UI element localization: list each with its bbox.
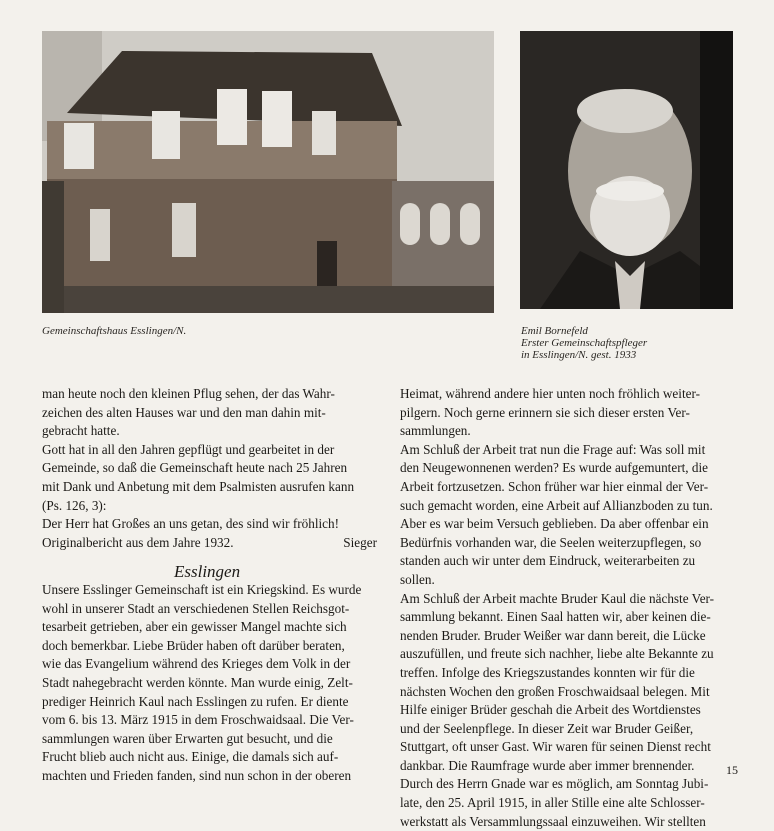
paragraph [42, 385, 377, 441]
text-line: wohl in unserer Stadt an verschiedenen Stellen Reichsgot- [42, 600, 350, 616]
text-line: pilgern. Noch gerne erinnern sie sich dieser ersten Ver- [400, 404, 690, 420]
source-signature-line [42, 534, 377, 553]
text-line: den Neugewonnenen werden? Es wurde aufgemuntert, die [400, 460, 708, 476]
text-line: auszufüllen, und freute sich nachher, liebe alte Bekannte zu [400, 646, 714, 662]
text-line: late, den 25. April 1915, in aller Stille eine alte Schlosser- [400, 795, 705, 811]
paragraph [42, 441, 377, 515]
text-line: standen auch wir unter dem Eindruck, weiterarbeiten zu [400, 553, 696, 569]
text-line: doch bemerkbar. Liebe Brüder haben oft darüber beraten, [42, 637, 345, 653]
right-column [400, 385, 739, 831]
house-photo-caption: Gemeinschaftshaus Esslingen/N. [42, 325, 187, 337]
text-line: Der Herr hat Großes an uns getan, des sind wir fröhlich! [42, 516, 339, 532]
text-line: (Ps. 126, 3): [42, 497, 107, 513]
text-line: gebracht hatte. [42, 423, 120, 439]
paragraph [400, 441, 739, 590]
text-line: machten und Frieden fanden, sind nun schon in der oberen [42, 767, 352, 783]
paragraph [42, 581, 377, 786]
portrait-photo-caption [521, 325, 647, 361]
text-line: Am Schluß der Arbeit machte Bruder Kaul die nächste Ver- [400, 590, 715, 606]
caption-line: Erster Gemeinschaftspfleger [521, 337, 648, 349]
text-line: sammlungen. [400, 423, 471, 439]
text-line: wie das Evangelium während des Krieges dem Volk in der [42, 656, 351, 672]
text-line: prediger Heinrich Kaul nach Esslingen zu rufen. Er diente [42, 693, 349, 709]
text-line: und der Seelenpflege. In dieser Zeit war Bruder Geißer, [400, 720, 694, 736]
caption-line: in Esslingen/N. gest. 1933 [521, 349, 637, 361]
page-number: 15 [726, 763, 738, 777]
text-line: treffen. Infolge des Kriegszustandes konnten wir für die [400, 664, 695, 680]
text-line: dankbar. Die Raumfrage wurde aber immer brennender. [400, 757, 695, 773]
text-line: mit Dank und Anbetung mit dem Psalmisten ausrufen kann [42, 478, 355, 494]
text-line: Bedürfnis vorhanden war, die Seelen weiterzupflegen, so [400, 534, 702, 550]
paragraph [400, 590, 739, 831]
text-line: such gemacht worden, eine Arbeit auf Allianzboden zu tun. [400, 497, 713, 513]
section-heading: Esslingen [174, 562, 241, 581]
text-line: Stuttgart, oft unser Gast. Wir waren für seinen Dienst recht [400, 739, 711, 755]
paragraph [42, 515, 377, 534]
text-line: vom 6. bis 13. März 1915 in dem Froschwaidsaal. Die Ver- [42, 712, 354, 728]
left-column-top [42, 385, 377, 552]
text-line: Aber es war beim Versuch geblieben. Da aber offenbar ein [400, 516, 709, 532]
portrait-photo [520, 31, 733, 309]
paragraph [400, 385, 739, 441]
caption-line: Emil Bornefeld [521, 325, 588, 337]
text-line: Frucht blieb auch nicht aus. Einige, die damals sich auf- [42, 749, 339, 765]
source-line: Originalbericht aus dem Jahre 1932. [42, 534, 234, 550]
signature: Sieger [343, 534, 377, 550]
text-line: nächsten Wochen den großen Froschwaidsaal belegen. Mit [400, 683, 710, 699]
text-line: Unsere Esslinger Gemeinschaft ist ein Kriegskind. Es wurde [42, 582, 362, 597]
portrait-illustration [520, 31, 733, 309]
text-line: Arbeit fortzusetzen. Schon früher war hier einmal der Ver- [400, 478, 709, 494]
text-line: nenden Bruder. Bruder Weißer war dann bereit, die Lücke [400, 627, 706, 643]
text-line: tesarbeit getrieben, aber ein gewisser Mangel machte sich [42, 619, 347, 635]
left-column-bottom [42, 581, 377, 786]
text-line: Am Schluß der Arbeit trat nun die Frage auf: Was soll mit [400, 441, 706, 457]
text-line: Heimat, während andere hier unten noch fröhlich weiter- [400, 386, 700, 401]
text-line: zeichen des alten Hauses war und den man dahin mit- [42, 404, 326, 420]
text-line: werkstatt als Versammlungssaal einzuweihen. Wir stellten [400, 813, 706, 829]
text-line: sammlung bekannt. Einen Saal hatten wir, aber keinen die- [400, 609, 711, 625]
text-line: Durch des Herrn Gnade war es möglich, am Sonntag Jubi- [400, 776, 709, 792]
text-line: Stadt nahegebracht werden könnte. Man wurde einig, Zelt- [42, 674, 353, 690]
text-line: Hilfe einiger Brüder geschah die Arbeit des Wortdienstes [400, 702, 701, 718]
text-line: sollen. [400, 571, 435, 587]
text-line: Gott hat in all den Jahren gepflügt und gearbeitet in der [42, 441, 335, 457]
text-line: Gemeinde, so daß die Gemeinschaft heute nach 25 Jahren [42, 460, 348, 476]
text-line: man heute noch den kleinen Pflug sehen, der das Wahr- [42, 386, 335, 401]
house-illustration [42, 31, 494, 313]
house-photo [42, 31, 494, 313]
text-line: sammlungen waren über Erwarten gut besucht, und die [42, 730, 333, 746]
